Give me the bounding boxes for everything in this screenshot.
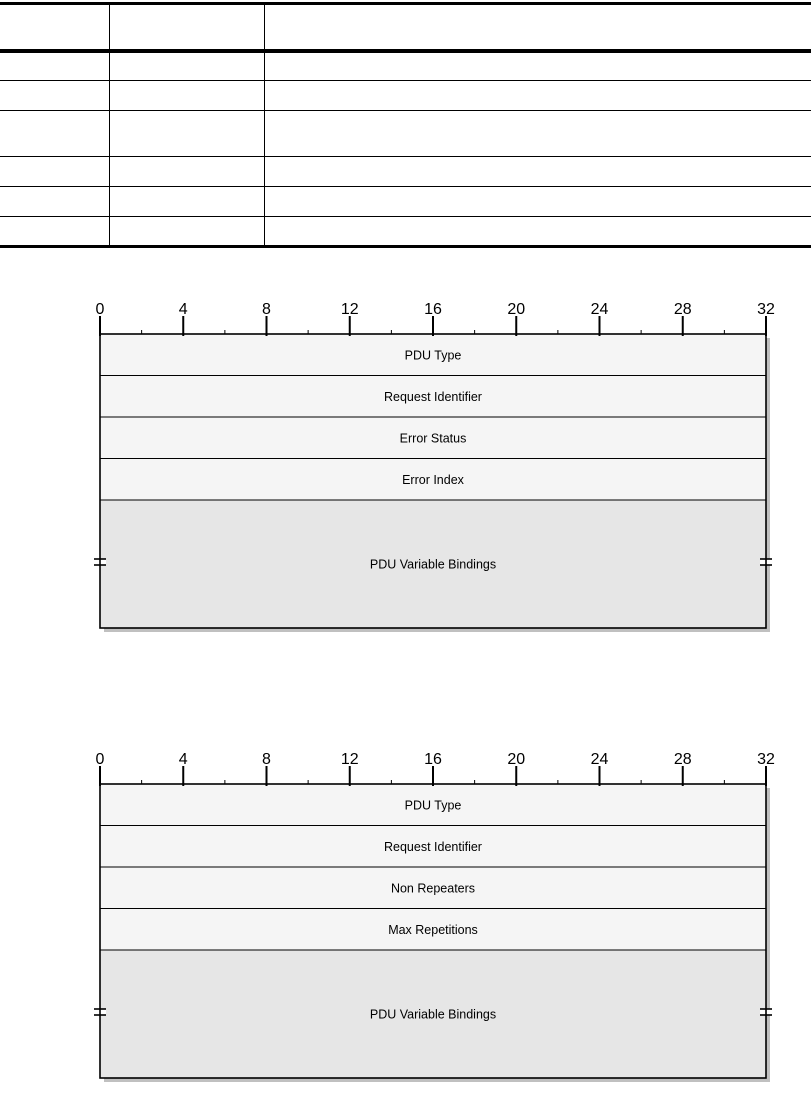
table-cell (264, 187, 811, 217)
table-row (0, 81, 811, 111)
table-header-cell (109, 4, 264, 51)
table-row (0, 157, 811, 187)
table-header-row (0, 4, 811, 51)
pdu-field (100, 376, 766, 418)
table-cell (264, 51, 811, 81)
bit-scale-label: 4 (178, 751, 188, 768)
bit-scale-label: 4 (178, 301, 188, 318)
table-cell (109, 81, 264, 111)
table-cell (109, 51, 264, 81)
getbulk-pdu-format-svg (0, 746, 811, 1106)
table-cell (109, 187, 264, 217)
table-header-cell (264, 4, 811, 51)
pdu-field (100, 950, 766, 1078)
pdu-field-label: Request Identifier (384, 839, 482, 854)
pdu-field (100, 867, 766, 909)
pdu-format-diagram (0, 296, 811, 656)
pdu-field-label: Max Repetitions (388, 922, 478, 937)
pdu-field-label: PDU Type (404, 348, 462, 363)
table-cell (0, 217, 109, 247)
bit-scale-label: 28 (673, 301, 692, 318)
bit-scale-label: 16 (424, 751, 442, 768)
pdu-field (100, 334, 766, 376)
bit-scale (96, 301, 775, 336)
table-cell (109, 217, 264, 247)
bit-scale-label: 20 (507, 301, 526, 318)
pdu-format-svg (0, 296, 811, 656)
bit-scale-label: 12 (340, 301, 359, 318)
pdu-field-label: PDU Variable Bindings (369, 1007, 497, 1022)
table-cell (0, 81, 109, 111)
bit-scale-label: 28 (673, 751, 692, 768)
pdu-field-label: Error Index (402, 472, 464, 487)
bit-scale-label: 8 (262, 751, 271, 768)
table-cell (0, 111, 109, 157)
getbulk-pdu-format-diagram (0, 746, 811, 1106)
bit-scale (96, 751, 775, 786)
table-row (0, 187, 811, 217)
pdu-field-label: Request Identifier (384, 389, 482, 404)
table-row (0, 111, 811, 157)
table-cell (264, 217, 811, 247)
pdu-field-label: PDU Type (404, 798, 462, 813)
bit-scale-label: 24 (590, 751, 609, 768)
field-table (0, 2, 811, 248)
bit-scale-label: 20 (507, 751, 526, 768)
bit-scale-label: 12 (340, 751, 359, 768)
pdu-field (100, 909, 766, 951)
pdu-field-label: Non Repeaters (390, 881, 476, 896)
table-cell (109, 157, 264, 187)
pdu-field-label: Error Status (399, 431, 467, 446)
pdu-field-label: PDU Variable Bindings (369, 557, 497, 572)
table-row (0, 51, 811, 81)
pdu-field (100, 500, 766, 628)
table-cell (264, 81, 811, 111)
bit-scale-label: 0 (95, 301, 105, 318)
table-cell (0, 157, 109, 187)
table-cell (0, 187, 109, 217)
bit-scale-label: 24 (590, 301, 609, 318)
pdu-field (100, 417, 766, 459)
bit-scale-label: 16 (424, 301, 442, 318)
pdu-field (100, 784, 766, 826)
table-row (0, 217, 811, 247)
table-header-cell (0, 4, 109, 51)
pdu-field (100, 826, 766, 868)
bit-scale-label: 32 (757, 751, 775, 768)
pdu-field (100, 459, 766, 501)
table-cell (0, 51, 109, 81)
bit-scale-label: 0 (95, 751, 105, 768)
table-cell (264, 111, 811, 157)
table-cell (264, 157, 811, 187)
bit-scale-label: 32 (757, 301, 775, 318)
bit-scale-label: 8 (262, 301, 271, 318)
table-cell (109, 111, 264, 157)
